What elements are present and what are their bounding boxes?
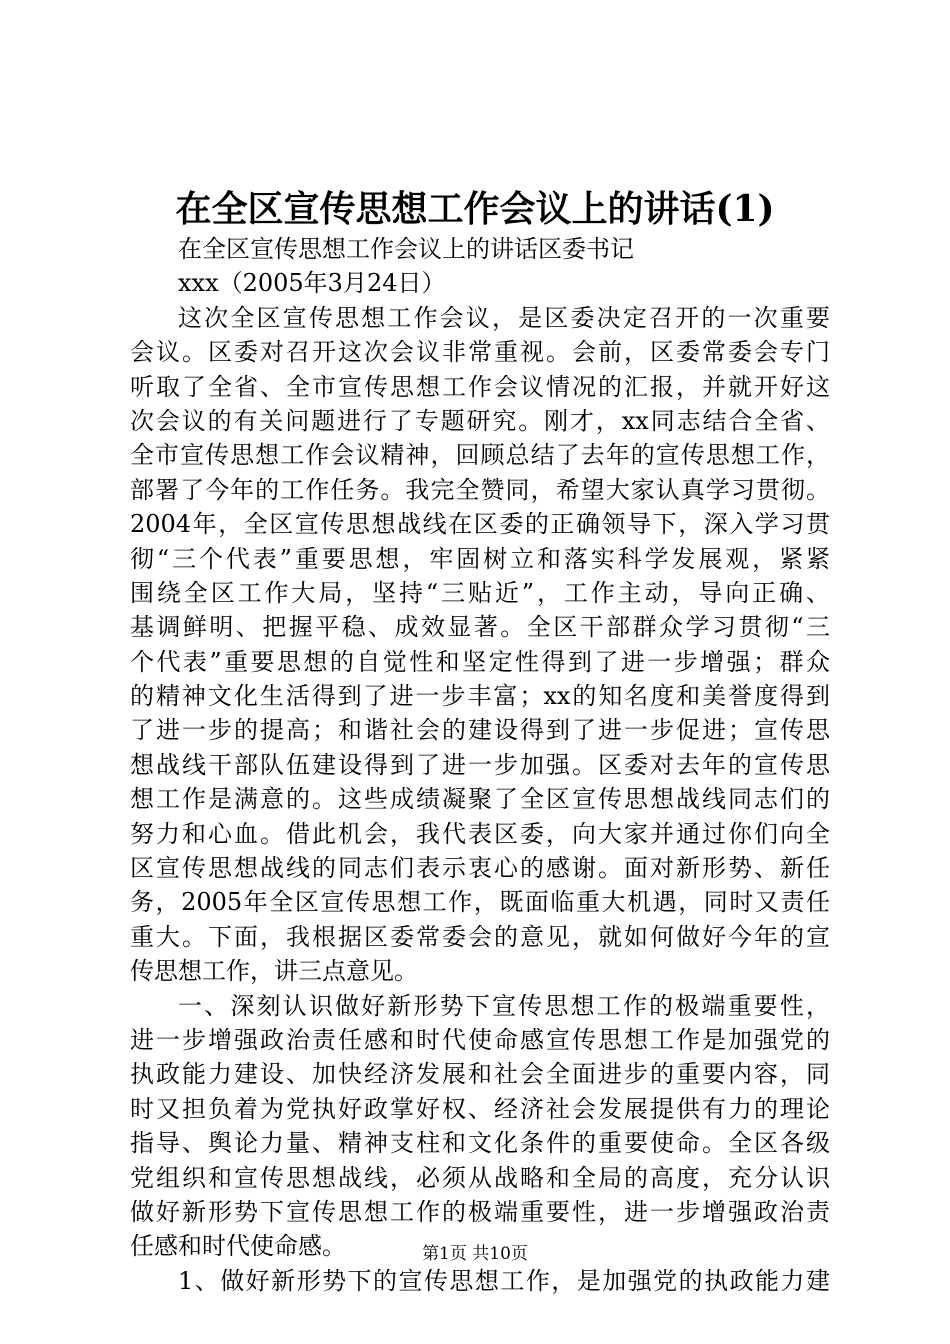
body-text-line: 传思想工作，讲三点意见。 bbox=[130, 957, 418, 986]
body-text-line: 时又担负着为党执好政掌好权、经济社会发展提供有力的理论 bbox=[130, 1094, 830, 1123]
body-text-line: 彻“三个代表”重要思想，牢固树立和落实科学发展观，紧紧 bbox=[130, 544, 830, 573]
body-text-line: 努力和心血。借此机会，我代表区委，向大家并通过你们向全 bbox=[130, 819, 830, 848]
body-text-line: 区宣传思想战线的同志们表示衷心的感谢。面对新形势、新任 bbox=[130, 854, 830, 883]
body-text-line: 2004年，全区宣传思想战线在区委的正确领导下，深入学习贯 bbox=[130, 510, 830, 539]
body-text-line: 做好新形势下宣传思想工作的极端重要性，进一步增强政治责 bbox=[130, 1197, 830, 1226]
page-number-footer: 第1页 共10页 bbox=[422, 1244, 528, 1264]
body-text-line: 进一步增强政治责任感和时代使命感宣传思想工作是加强党的 bbox=[130, 1025, 830, 1054]
body-text-line: 全市宣传思想工作会议精神，回顾总结了去年的宣传思想工作， bbox=[130, 441, 830, 470]
body-text-line: 会议。区委对召开这次会议非常重视。会前，区委常委会专门 bbox=[130, 338, 830, 367]
body-text-line: 围绕全区工作大局，坚持“三贴近”，工作主动，导向正确、 bbox=[130, 578, 830, 607]
body-text-line: 想战线干部队伍建设得到了进一步加强。区委对去年的宣传思 bbox=[130, 750, 830, 779]
body-text-line: 基调鲜明、把握平稳、成效显著。全区干部群众学习贯彻“三 bbox=[130, 613, 830, 642]
body-text-line: 指导、舆论力量、精神支柱和文化条件的重要使命。全区各级 bbox=[130, 1129, 830, 1158]
body-text-line: 了进一步的提高；和谐社会的建设得到了进一步促进；宣传思 bbox=[130, 716, 830, 745]
body-text-line: 在全区宣传思想工作会议上的讲话区委书记 bbox=[178, 235, 634, 263]
body-text-line: 部署了今年的工作任务。我完全赞同，希望大家认真学习贯彻。 bbox=[130, 475, 830, 504]
body-text-line: 务，2005年全区宣传思想工作，既面临重大机遇，同时又责任 bbox=[130, 888, 830, 917]
document-title: 在全区宣传思想工作会议上的讲话(1) bbox=[175, 188, 775, 230]
body-text-line: 想工作是满意的。这些成绩凝聚了全区宣传思想战线同志们的 bbox=[130, 785, 830, 814]
body-text-line: 执政能力建设、加快经济发展和社会全面进步的重要内容，同 bbox=[130, 1060, 830, 1089]
body-text-line: 党组织和宣传思想战线，必须从战略和全局的高度，充分认识 bbox=[130, 1163, 830, 1192]
body-text-line: 次会议的有关问题进行了专题研究。刚才，xx同志结合全省、 bbox=[130, 406, 830, 435]
body-text-line: 个代表”重要思想的自觉性和坚定性得到了进一步增强；群众 bbox=[130, 647, 830, 676]
body-text-line: 1、做好新形势下的宣传思想工作，是加强党的执政能力建 bbox=[178, 1266, 830, 1295]
document-body bbox=[130, 232, 830, 1298]
body-text-line: 这次全区宣传思想工作会议，是区委决定召开的一次重要 bbox=[178, 303, 830, 332]
body-text-line: 听取了全省、全市宣传思想工作会议情况的汇报，并就开好这 bbox=[130, 372, 830, 401]
body-text-line: 的精神文化生活得到了进一步丰富；xx的知名度和美誉度得到 bbox=[130, 682, 830, 711]
body-text-line: 任感和时代使命感。 bbox=[130, 1232, 346, 1261]
body-text-line: 重大。下面，我根据区委常委会的意见，就如何做好今年的宣 bbox=[130, 922, 830, 951]
body-text-line: 一、深刻认识做好新形势下宣传思想工作的极端重要性， bbox=[178, 991, 830, 1020]
body-text-line: xxx（2005年3月24日） bbox=[178, 269, 446, 298]
